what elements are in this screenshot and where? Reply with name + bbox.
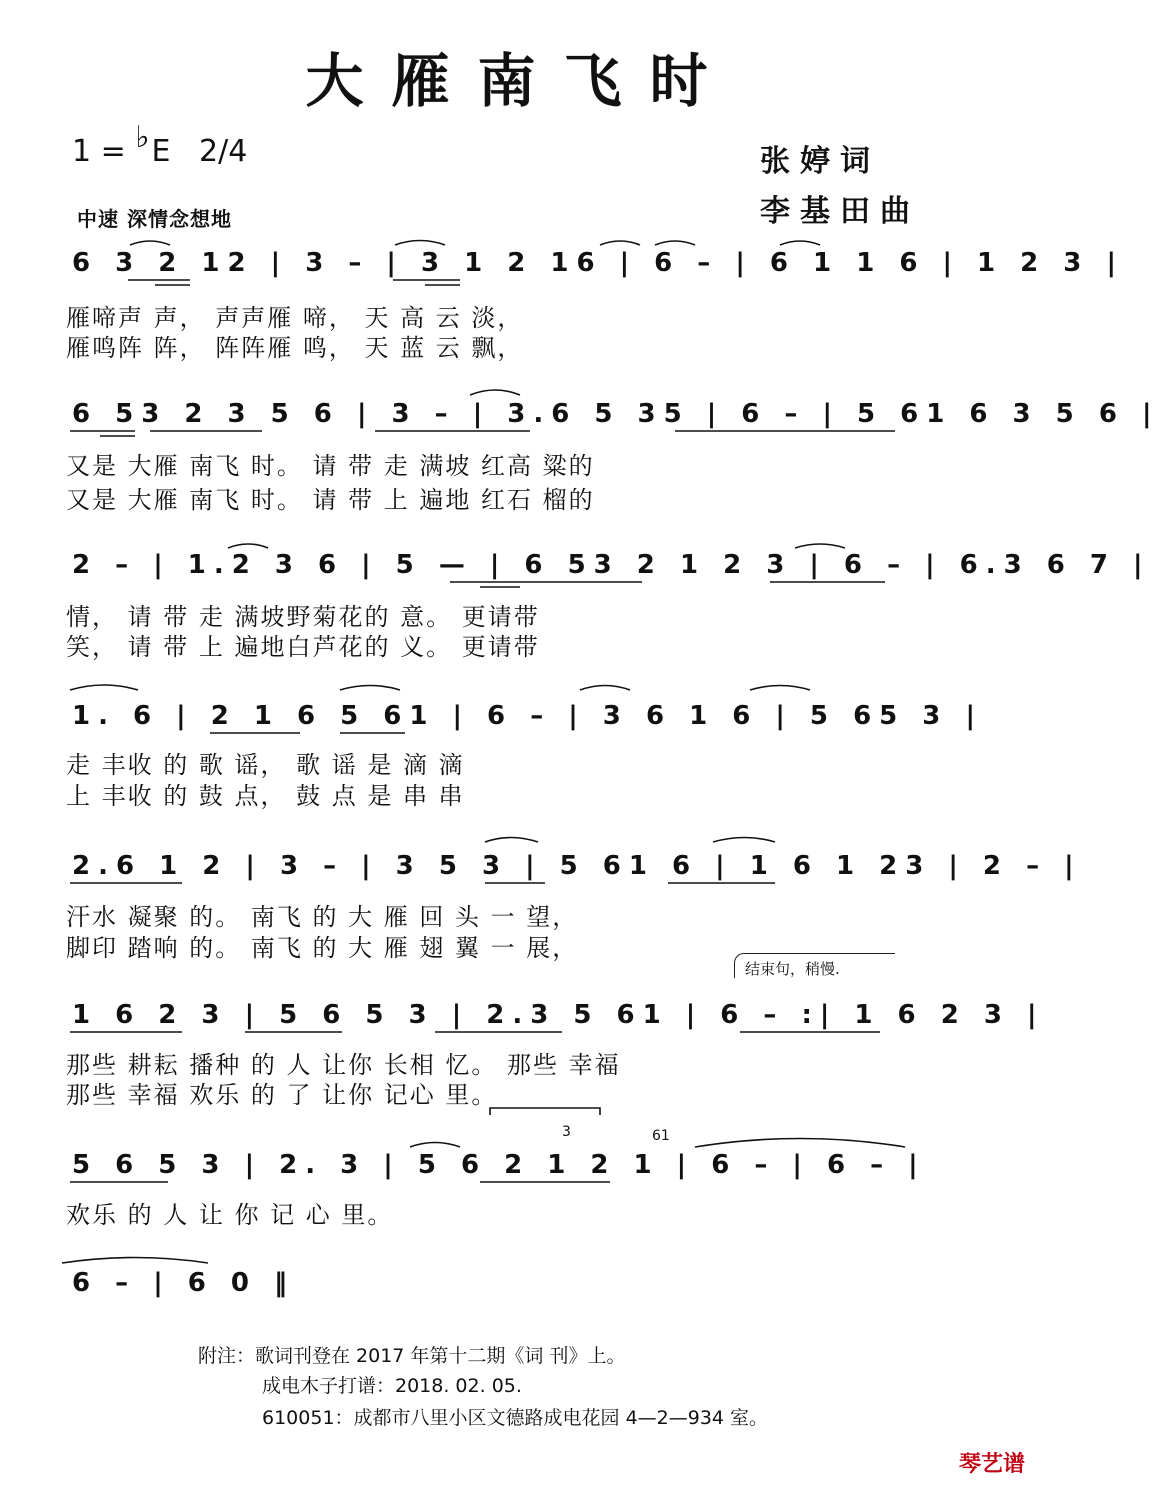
tempo-marking: 中速 深情念想地	[77, 207, 232, 231]
lyrics-line-2-verse-1: 又是 大雁 南飞 时。 请 带 走 满坡 红高 粱的	[66, 452, 595, 480]
notation-line-1: 6 3 2 12 | 3 – | 3 1 2 16 | 6 – | 6 1 1 6 | 1 2 3 |	[72, 248, 1124, 278]
footer-address: 610051：成都市八里小区文德路成电花园 4—2—934 室。	[262, 1407, 769, 1429]
watermark-logo: 琴艺谱	[958, 1452, 1025, 1477]
notation-line-3: 2 – | 1.2 3 6 | 5 — | 6 53 2 1 2 3 | 6 – | 6.3 6 7 |	[72, 550, 1151, 580]
lyrics-line-6-verse-2: 那些 幸福 欢乐 的 了 让你 记心 里。	[66, 1081, 498, 1109]
notation-line-7: 5 6 5 3 | 2. 3 | 5 6 2 1 2 1 | 6 – | 6 – |	[72, 1150, 926, 1180]
notation-line-5: 2.6 1 2 | 3 – | 3 5 3 | 5 61 6 | 1 6 1 23 | 2 – |	[72, 851, 1082, 881]
footer-note: 附注：歌词刊登在 2017 年第十二期《词 刊》上。	[198, 1345, 626, 1367]
lyrics-line-6-verse-1: 那些 耕耘 播种 的 人 让你 长相 忆。 那些 幸福	[66, 1051, 621, 1079]
lyrics-line-1-verse-2: 雁鸣阵 阵， 阵阵雁 鸣， 天 蓝 云 飘，	[66, 334, 524, 362]
flat-sign: ♭	[135, 120, 150, 155]
lyrics-line-2-verse-2: 又是 大雁 南飞 时。 请 带 上 遍地 红石 榴的	[66, 486, 595, 514]
lyrics-line-7: 欢乐 的 人 让 你 记 心 里。	[66, 1201, 394, 1229]
key-letter: E	[151, 134, 171, 169]
lyrics-line-4-verse-2: 上 丰收 的 鼓 点， 鼓 点 是 串 串	[66, 782, 465, 810]
lyricist-credit: 张婷词	[760, 144, 880, 179]
ending-hint: 结束句，稍慢.	[745, 960, 840, 978]
footer-transcriber: 成电木子打谱：2018. 02. 05.	[262, 1375, 522, 1397]
composer-credit: 李基田曲	[760, 194, 920, 229]
key-prefix: 1 =	[72, 134, 126, 169]
lyrics-line-5-verse-1: 汗水 凝聚 的。 南飞 的 大 雁 回 头 一 望，	[66, 903, 579, 931]
notation-line-2: 6 53 2 3 5 6 | 3 – | 3.6 5 35 | 6 – | 5 61 6 3 5 6 |	[72, 399, 1159, 429]
notation-line-8: 6 – | 6 0 ‖	[72, 1268, 296, 1298]
page-title: 大雁南飞时	[305, 47, 736, 115]
notation-line-4: 1. 6 | 2 1 6 5 61 | 6 – | 3 6 1 6 | 5 65 3 |	[72, 701, 983, 731]
lyrics-line-4-verse-1: 走 丰收 的 歌 谣， 歌 谣 是 滴 滴	[66, 751, 465, 779]
lyrics-line-3-verse-2: 笑， 请 带 上 遍地白芦花的 义。 更请带	[66, 633, 540, 661]
triplet-mark: 3	[562, 1124, 571, 1140]
lyrics-line-3-verse-1: 情， 请 带 走 满坡野菊花的 意。 更请带	[66, 603, 540, 631]
time-signature: 2/4	[199, 134, 248, 169]
lyrics-line-1-verse-1: 雁啼声 声， 声声雁 啼， 天 高 云 淡，	[66, 304, 524, 332]
notation-line-6: 1 6 2 3 | 5 6 5 3 | 2.3 5 61 | 6 – :| 1 6 2 3 |	[72, 1000, 1045, 1030]
grace-notes: 61	[652, 1128, 670, 1144]
lyrics-line-5-verse-2: 脚印 踏响 的。 南飞 的 大 雁 翅 翼 一 展，	[66, 934, 579, 962]
